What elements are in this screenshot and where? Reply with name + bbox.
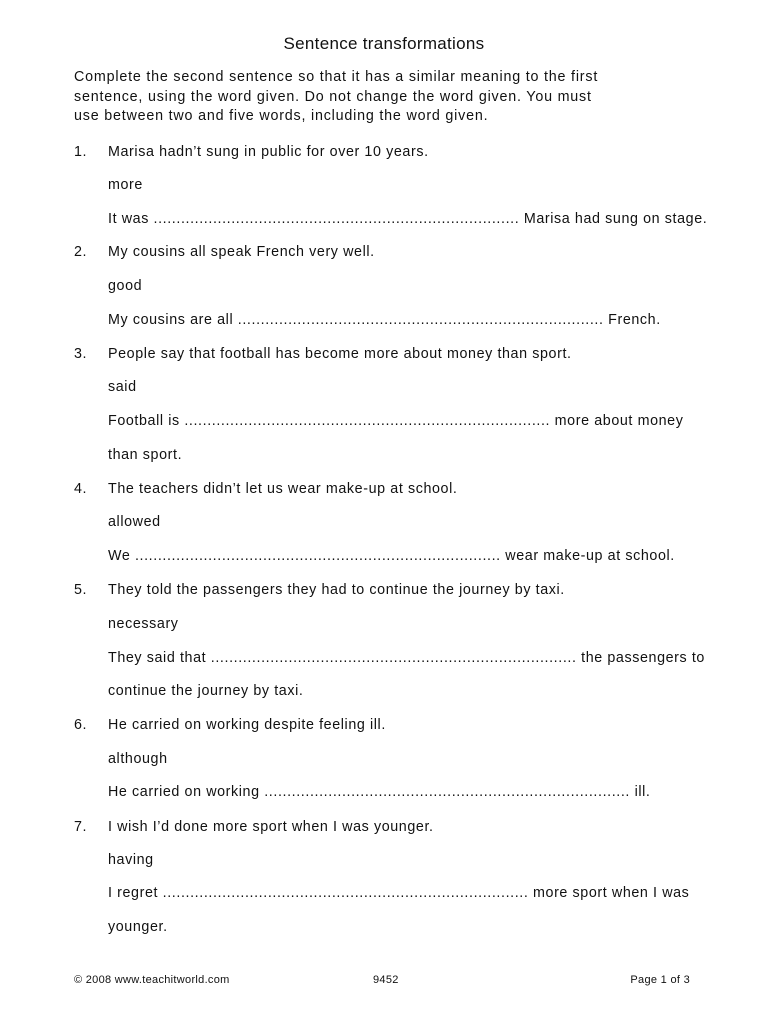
- question-sentence: They told the passengers they had to continue the journey by taxi.: [108, 582, 565, 598]
- question-sentence: He carried on working despite feeling ill.: [108, 717, 386, 733]
- answer-line: younger.: [108, 919, 168, 935]
- key-word: having: [108, 852, 154, 868]
- page-title: Sentence transformations: [283, 34, 485, 53]
- answer-line: My cousins are all ................................................................................ French.: [108, 312, 661, 328]
- footer-copyright: © 2008 www.teachitworld.com: [74, 974, 230, 986]
- key-word: good: [108, 278, 143, 294]
- key-word: said: [108, 379, 137, 395]
- key-word: more: [108, 177, 143, 193]
- answer-line: They said that ................................................................................ the passengers to: [108, 650, 705, 666]
- question-number: 7.: [74, 819, 88, 835]
- question-sentence: The teachers didn’t let us wear make-up at school.: [108, 481, 458, 497]
- question-sentence: My cousins all speak French very well.: [108, 244, 375, 260]
- footer-page-number: Page 1 of 3: [630, 974, 690, 986]
- question-number: 4.: [74, 481, 88, 497]
- instructions-line: Complete the second sentence so that it has a similar meaning to the first: [74, 69, 599, 85]
- answer-line: He carried on working ................................................................................ ill.: [108, 784, 651, 800]
- answer-line: continue the journey by taxi.: [108, 683, 304, 699]
- question-number: 1.: [74, 144, 88, 160]
- instructions: [74, 68, 704, 127]
- answer-line: I regret ................................................................................ more sport when I was: [108, 885, 690, 901]
- answer-line: Football is ................................................................................ more about money: [108, 413, 684, 429]
- question-number: 6.: [74, 717, 88, 733]
- instructions-line: use between two and five words, including the word given.: [74, 108, 489, 124]
- footer-code: 9452: [373, 974, 399, 986]
- key-word: necessary: [108, 616, 179, 632]
- question-number: 5.: [74, 582, 88, 598]
- answer-line: It was ................................................................................ Marisa had sung on stage.: [108, 211, 708, 227]
- question-sentence: Marisa hadn’t sung in public for over 10 years.: [108, 144, 429, 160]
- answer-line: than sport.: [108, 447, 183, 463]
- instructions-line: sentence, using the word given. Do not change the word given. You must: [74, 88, 592, 105]
- question-number: 2.: [74, 244, 88, 260]
- answer-line: We ................................................................................ wear make-up at school.: [108, 548, 675, 564]
- question-sentence: I wish I’d done more sport when I was younger.: [108, 819, 434, 835]
- question-sentence: People say that football has become more about money than sport.: [108, 346, 572, 362]
- key-word: although: [108, 751, 168, 767]
- key-word: allowed: [108, 514, 161, 530]
- question-number: 3.: [74, 346, 88, 362]
